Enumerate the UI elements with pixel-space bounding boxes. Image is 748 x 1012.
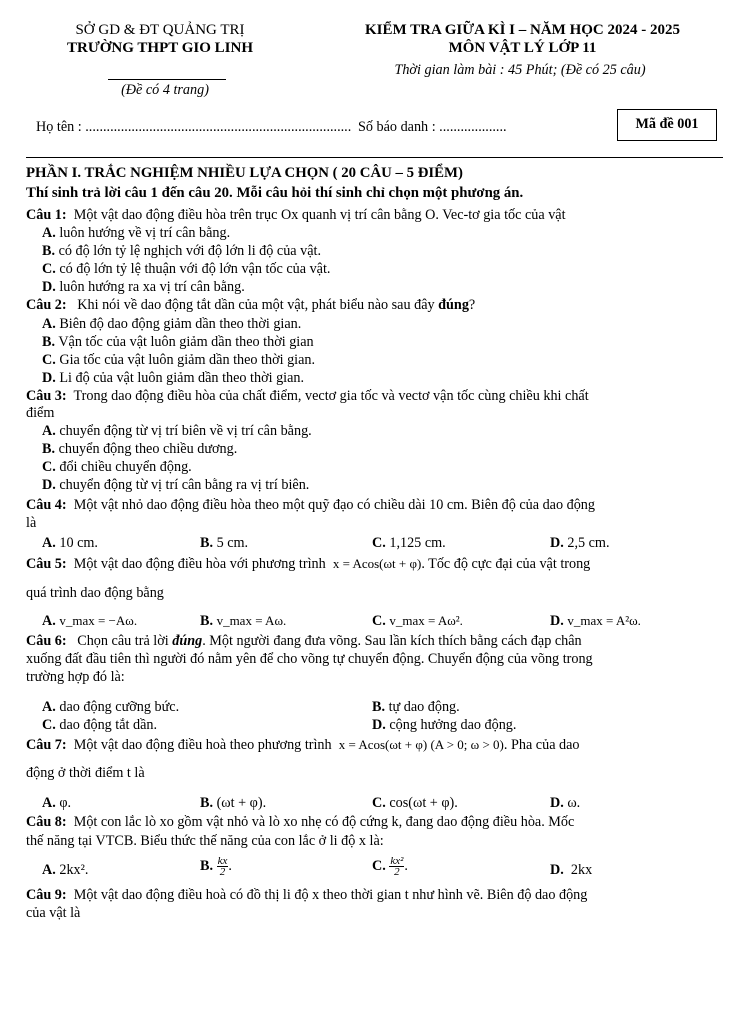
option-7d[interactable]: D. ω. (550, 795, 581, 811)
formula-x: x = Acos(ωt + φ) (A > 0; ω > 0) (338, 737, 504, 752)
option-6b[interactable]: B. tự dao động. (372, 699, 460, 715)
question-6: Câu 6: Chọn câu trả lời đúng. Một người đang đưa võng. Sau lần kích thích bằng cách đạp chân (26, 633, 582, 649)
option-8c[interactable]: C. $\frac{\text{kx²}}{2}$ . (372, 855, 408, 878)
question-7: Câu 7: Một vật dao động điều hoà theo phương trình x = Acos(ωt + φ) (A > 0; ω > 0). Pha của dao (26, 737, 580, 753)
option-5b[interactable]: B. v_max = Aω. (200, 613, 287, 629)
question-3: Câu 3: Trong dao động điều hòa của chất điểm, vectơ gia tốc và vectơ vận tốc cùng chiều khi chất (26, 388, 589, 404)
question-6-cont2: trường hợp đó là: (26, 669, 125, 685)
option-1b[interactable]: B. có độ lớn tỷ lệ nghịch với độ lớn li độ của vật. (42, 243, 322, 259)
question-4-cont: là (26, 515, 37, 531)
option-7a[interactable]: A. φ. (42, 795, 72, 811)
option-4c[interactable]: C. 1,125 cm. (372, 535, 446, 551)
option-3d[interactable]: D. chuyển động từ vị trí cân bằng ra vị trí biên. (42, 477, 310, 493)
option-3b[interactable]: B. chuyển động theo chiều dương. (42, 441, 238, 457)
option-3a[interactable]: A. chuyển động từ vị trí biên về vị trí cân bằng. (42, 423, 312, 439)
exam-title: KIỂM TRA GIỮA KÌ I – NĂM HỌC 2024 - 2025 (364, 22, 680, 38)
option-8d[interactable]: D. 2kx (550, 862, 593, 878)
option-2b[interactable]: B. Vận tốc của vật luôn giảm dần theo thời gian (42, 334, 314, 350)
option-2d[interactable]: D. Li độ của vật luôn giảm dần theo thời gian. (42, 370, 305, 386)
option-6d[interactable]: D. cộng hưởng dao động. (372, 717, 517, 733)
school-name: TRƯỜNG THPT GIO LINH (66, 40, 253, 56)
question-9-cont: của vật là (26, 905, 81, 921)
option-4b[interactable]: B. 5 cm. (200, 535, 249, 551)
option-4d[interactable]: D. 2,5 cm. (550, 535, 610, 551)
fraction-kx2-over-2: $\frac{\text{kx²}}{2}$ (390, 855, 404, 878)
student-name-field: Họ tên : ........................................................................... (36, 119, 352, 135)
option-3c[interactable]: C. đổi chiều chuyển động. (42, 459, 192, 475)
question-8: Câu 8: Một con lắc lò xo gồm vật nhỏ và lò xo nhẹ có độ cứng k, đang dao động điều hòa. Mốc (26, 814, 575, 830)
option-1d[interactable]: D. luôn hướng ra xa vị trí cân bằng. (42, 279, 245, 295)
option-6a[interactable]: A. dao động cưỡng bức. (42, 699, 180, 715)
option-2a[interactable]: A. Biên độ dao động giảm dần theo thời gian. (42, 316, 302, 332)
option-8a[interactable]: A. 2kx². (42, 862, 89, 878)
option-7c[interactable]: C. cos(ωt + φ). (372, 795, 458, 811)
section-title: PHẦN I. TRẮC NGHIỆM NHIỀU LỰA CHỌN ( 20 CÂU – 5 ĐIỂM) (26, 165, 463, 181)
section-instruction: Thí sinh trả lời câu 1 đến câu 20. Mỗi câu hỏi thí sinh chỉ chọn một phương án. (26, 185, 524, 201)
exam-code: Mã đề 001 (635, 116, 699, 132)
question-4: Câu 4: Một vật nhỏ dao động điều hòa theo một quỹ đạo có chiều dài 10 cm. Biên độ của dao động (26, 497, 595, 513)
option-2c[interactable]: C. Gia tốc của vật luôn giảm dần theo thời gian. (42, 352, 316, 368)
option-7b[interactable]: B. (ωt + φ). (200, 795, 267, 811)
option-8b[interactable]: B. $\frac{kx}{2}$ . (200, 855, 232, 878)
question-5-cont: quá trình dao động bằng (26, 585, 164, 601)
question-7-cont: động ở thời điểm t là (26, 765, 145, 781)
option-1c[interactable]: C. có độ lớn tỷ lệ thuận với độ lớn vận tốc của vật. (42, 261, 331, 277)
section-divider (26, 157, 723, 158)
header-underline (108, 79, 226, 80)
question-number: Câu 1: (26, 207, 67, 223)
option-4a[interactable]: A. 10 cm. (42, 535, 98, 551)
option-5a[interactable]: A. v_max = −Aω. (42, 613, 138, 629)
subject-title: MÔN VẬT LÝ LỚP 11 (448, 40, 597, 56)
student-id-field: Số báo danh : ................... (358, 119, 507, 135)
formula-x: x = Acos(ωt + φ) (332, 556, 422, 571)
question-8-cont: thế năng tại VTCB. Biểu thức thế năng của con lắc ở li độ x là: (26, 833, 384, 849)
pages-note: (Đề có 4 trang) (121, 82, 209, 98)
option-5d[interactable]: D. v_max = A²ω. (550, 613, 641, 629)
question-5: Câu 5: Một vật dao động điều hòa với phương trình x = Acos(ωt + φ). Tốc độ cực đại của vật trong (26, 556, 591, 572)
option-6c[interactable]: C. dao động tắt dần. (42, 717, 158, 733)
time-note: Thời gian làm bài : 45 Phút; (Đề có 25 câu) (394, 62, 646, 78)
dept-name: SỞ GD & ĐT QUẢNG TRỊ (75, 22, 245, 38)
question-9: Câu 9: Một vật dao động điều hoà có đồ thị li độ x theo thời gian t như hình vẽ. Biên độ dao động (26, 887, 588, 903)
question-text: Một vật dao động điều hòa trên trục Ox quanh vị trí cân bằng O. Vec-tơ gia tốc của vật (73, 207, 566, 223)
question-1 (26, 207, 566, 224)
question-6-cont: xuống đất đầu tiên thì người đó nằm yên để cho võng tự chuyển động. Chuyển động của võng trong (26, 651, 593, 667)
question-2: Câu 2: Khi nói về dao động tắt dần của một vật, phát biểu nào sau đây đúng? (26, 297, 476, 313)
option-5c[interactable]: C. v_max = Aω². (372, 613, 463, 629)
question-3-cont: điểm (26, 405, 55, 421)
option-1a[interactable]: A. luôn hướng về vị trí cân bằng. (42, 225, 231, 241)
fraction-kx-over-2: $\frac{kx}{2}$ (217, 855, 228, 878)
